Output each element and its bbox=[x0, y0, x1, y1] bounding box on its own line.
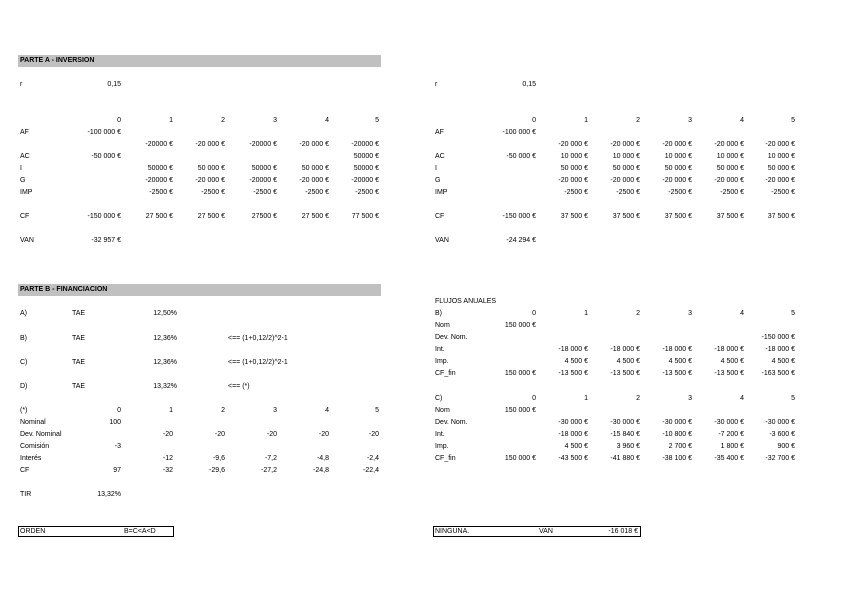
option-tae: 12,50% bbox=[153, 310, 177, 317]
table-cell: -20000 € bbox=[249, 177, 277, 184]
row-label: Int. bbox=[435, 346, 445, 353]
table-cell: -13 500 € bbox=[714, 370, 744, 377]
table-cell: 50 000 € bbox=[560, 165, 588, 172]
table-cell: -2500 € bbox=[253, 189, 277, 196]
table-cell: -13 500 € bbox=[558, 370, 588, 377]
table-cell: 1 800 € bbox=[720, 443, 744, 450]
note-label: (*) bbox=[20, 407, 28, 414]
table-cell: -10 800 € bbox=[662, 431, 692, 438]
table-cell: -13 500 € bbox=[662, 370, 692, 377]
row-label: CF_fin bbox=[435, 455, 456, 462]
table-cell: -2500 € bbox=[355, 189, 379, 196]
table-cell: -7,2 bbox=[264, 455, 277, 462]
row-label: Imp. bbox=[435, 443, 449, 450]
row-label: Nom bbox=[435, 407, 450, 414]
table-cell: -32 700 € bbox=[765, 455, 795, 462]
table-cell: -20 000 € bbox=[195, 177, 225, 184]
tir-value: 13,32% bbox=[97, 491, 121, 498]
option-letter: A) bbox=[20, 310, 27, 317]
table-cell: -18 000 € bbox=[714, 346, 744, 353]
year-header: 5 bbox=[791, 395, 795, 402]
table-cell: -2500 € bbox=[771, 189, 795, 196]
year-header: 3 bbox=[688, 395, 692, 402]
cf-value: 37 500 € bbox=[560, 213, 588, 220]
cf-value: 37 500 € bbox=[664, 213, 692, 220]
option-letter: B) bbox=[20, 335, 27, 342]
ninguna-label: NINGUNA. bbox=[435, 528, 470, 535]
table-cell: -38 100 € bbox=[662, 455, 692, 462]
r-value: 0,15 bbox=[522, 81, 536, 88]
table-cell: -13 500 € bbox=[610, 370, 640, 377]
row-label: G bbox=[435, 177, 441, 184]
table-cell: 3 960 € bbox=[616, 443, 640, 450]
row-label: Interés bbox=[20, 455, 42, 462]
cf-value: -150 000 € bbox=[87, 213, 121, 220]
table-cell: -100 000 € bbox=[502, 129, 536, 136]
option-formula: <== (1+0,12/2)^2-1 bbox=[228, 335, 288, 342]
table-cell: -20000 € bbox=[351, 141, 379, 148]
table-cell: 50000 € bbox=[353, 153, 379, 160]
table-cell: -20 000 € bbox=[714, 177, 744, 184]
cf-value: 27 500 € bbox=[145, 213, 173, 220]
table-cell: -7 200 € bbox=[718, 431, 744, 438]
table-cell: 10 000 € bbox=[560, 153, 588, 160]
table-cell: -41 880 € bbox=[610, 455, 640, 462]
cf-value: -150 000 € bbox=[502, 213, 536, 220]
table-cell: 10 000 € bbox=[716, 153, 744, 160]
row-label: Dev. Nom. bbox=[435, 419, 468, 426]
table-cell: -20 bbox=[214, 431, 225, 438]
table-cell: 50000 € bbox=[147, 165, 173, 172]
table-cell: -2500 € bbox=[616, 189, 640, 196]
table-cell: -4,8 bbox=[316, 455, 329, 462]
table-cell: -30 000 € bbox=[714, 419, 744, 426]
table-cell: -20 000 € bbox=[662, 177, 692, 184]
section-header-parte-b: PARTE B - FINANCIACION bbox=[18, 284, 381, 296]
year-header: 5 bbox=[791, 117, 795, 124]
table-cell: 4 500 € bbox=[720, 358, 744, 365]
year-header: 3 bbox=[273, 407, 277, 414]
row-label: Comisión bbox=[20, 443, 50, 450]
block-label: C) bbox=[435, 395, 443, 402]
table-cell: -35 400 € bbox=[714, 455, 744, 462]
table-cell: -20 000 € bbox=[765, 141, 795, 148]
option-formula: <== (*) bbox=[228, 383, 250, 390]
table-cell: 4 500 € bbox=[564, 358, 588, 365]
option-tae: 13,32% bbox=[153, 383, 177, 390]
row-label: CF_fin bbox=[435, 370, 456, 377]
cf-value: 37 500 € bbox=[716, 213, 744, 220]
row-label: Int. bbox=[435, 431, 445, 438]
table-cell: 50 000 € bbox=[664, 165, 692, 172]
year-header: 0 bbox=[532, 117, 536, 124]
year-header: 3 bbox=[688, 117, 692, 124]
table-cell: -20 000 € bbox=[610, 141, 640, 148]
row-label: I bbox=[20, 165, 22, 172]
table-cell: -27,2 bbox=[261, 467, 277, 474]
table-cell: -20 000 € bbox=[558, 177, 588, 184]
r-value: 0,15 bbox=[107, 81, 121, 88]
table-cell: -2500 € bbox=[149, 189, 173, 196]
table-cell: -20 000 € bbox=[299, 141, 329, 148]
table-cell: -20 000 € bbox=[610, 177, 640, 184]
year-header: 0 bbox=[117, 407, 121, 414]
row-label: IMP bbox=[20, 189, 33, 196]
row-label: G bbox=[20, 177, 26, 184]
year-header: 2 bbox=[636, 310, 640, 317]
year-header: 4 bbox=[740, 117, 744, 124]
row-label: AF bbox=[20, 129, 29, 136]
table-cell: -20 000 € bbox=[714, 141, 744, 148]
table-cell: -22,4 bbox=[363, 467, 379, 474]
table-cell: -18 000 € bbox=[558, 431, 588, 438]
year-header: 4 bbox=[740, 395, 744, 402]
year-header: 3 bbox=[688, 310, 692, 317]
table-cell: -30 000 € bbox=[610, 419, 640, 426]
option-label: TAE bbox=[72, 359, 86, 366]
table-cell: -18 000 € bbox=[765, 346, 795, 353]
table-cell: -32 bbox=[162, 467, 173, 474]
table-cell: -50 000 € bbox=[506, 153, 536, 160]
table-cell: -163 500 € bbox=[761, 370, 795, 377]
van-value: -16 018 € bbox=[608, 528, 638, 535]
tir-label: TIR bbox=[20, 491, 32, 498]
table-cell: 150 000 € bbox=[504, 322, 536, 329]
cf-value: 27 500 € bbox=[301, 213, 329, 220]
row-label: CF bbox=[20, 467, 30, 474]
year-header: 1 bbox=[584, 395, 588, 402]
table-cell: -2500 € bbox=[668, 189, 692, 196]
table-cell: -20 000 € bbox=[195, 141, 225, 148]
table-cell: -3 600 € bbox=[769, 431, 795, 438]
table-cell: -20 bbox=[368, 431, 379, 438]
table-cell: 100 bbox=[109, 419, 121, 426]
table-cell: -20000 € bbox=[249, 141, 277, 148]
r-label: r bbox=[20, 81, 23, 88]
table-cell: -24,8 bbox=[313, 467, 329, 474]
row-label: AC bbox=[20, 153, 30, 160]
cf-value: 37 500 € bbox=[612, 213, 640, 220]
table-cell: 4 500 € bbox=[668, 358, 692, 365]
table-cell: -100 000 € bbox=[87, 129, 121, 136]
year-header: 1 bbox=[584, 310, 588, 317]
year-header: 0 bbox=[117, 117, 121, 124]
table-cell: -43 500 € bbox=[558, 455, 588, 462]
option-letter: D) bbox=[20, 383, 28, 390]
table-cell: 4 500 € bbox=[771, 358, 795, 365]
year-header: 2 bbox=[221, 117, 225, 124]
table-cell: 10 000 € bbox=[767, 153, 795, 160]
table-cell: -20000 € bbox=[145, 141, 173, 148]
table-cell: -50 000 € bbox=[91, 153, 121, 160]
table-cell: -20 bbox=[318, 431, 329, 438]
flujos-title: FLUJOS ANUALES bbox=[435, 298, 497, 305]
year-header: 4 bbox=[325, 117, 329, 124]
table-cell: 150 000 € bbox=[504, 407, 536, 414]
table-cell: 50 000 € bbox=[767, 165, 795, 172]
option-formula: <== (1+0,12/2)^2-1 bbox=[228, 359, 288, 366]
year-header: 5 bbox=[791, 310, 795, 317]
orden-label: ORDEN bbox=[20, 528, 46, 535]
van-label: VAN bbox=[435, 237, 449, 244]
year-header: 2 bbox=[221, 407, 225, 414]
row-label: IMP bbox=[435, 189, 448, 196]
table-cell: 97 bbox=[113, 467, 121, 474]
table-cell: -9,6 bbox=[212, 455, 225, 462]
row-label: AF bbox=[435, 129, 444, 136]
table-cell: -29,6 bbox=[209, 467, 225, 474]
table-cell: 150 000 € bbox=[504, 455, 536, 462]
year-header: 5 bbox=[375, 407, 379, 414]
table-cell: 50000 € bbox=[353, 165, 379, 172]
row-label: Nominal bbox=[20, 419, 46, 426]
block-label: B) bbox=[435, 310, 442, 317]
year-header: 0 bbox=[532, 395, 536, 402]
table-cell: 50 000 € bbox=[197, 165, 225, 172]
orden-value: B=C<A<D bbox=[124, 528, 156, 535]
table-cell: -2500 € bbox=[720, 189, 744, 196]
table-cell: -150 000 € bbox=[761, 334, 795, 341]
year-header: 1 bbox=[169, 117, 173, 124]
table-cell: -3 bbox=[114, 443, 121, 450]
row-label: Nom bbox=[435, 322, 450, 329]
table-cell: 50 000 € bbox=[301, 165, 329, 172]
year-header: 2 bbox=[636, 117, 640, 124]
table-cell: -18 000 € bbox=[610, 346, 640, 353]
row-label: Dev. Nom. bbox=[435, 334, 468, 341]
table-cell: 50 000 € bbox=[716, 165, 744, 172]
van-label: VAN bbox=[20, 237, 34, 244]
row-label: Imp. bbox=[435, 358, 449, 365]
option-tae: 12,36% bbox=[153, 359, 177, 366]
row-label: Dev. Nominal bbox=[20, 431, 62, 438]
table-cell: -15 840 € bbox=[610, 431, 640, 438]
cf-value: 27500 € bbox=[251, 213, 277, 220]
table-cell: -30 000 € bbox=[558, 419, 588, 426]
year-header: 1 bbox=[169, 407, 173, 414]
table-cell: -20 bbox=[266, 431, 277, 438]
table-cell: 10 000 € bbox=[664, 153, 692, 160]
year-header: 3 bbox=[273, 117, 277, 124]
table-cell: -20 bbox=[162, 431, 173, 438]
option-tae: 12,36% bbox=[153, 335, 177, 342]
year-header: 4 bbox=[740, 310, 744, 317]
option-label: TAE bbox=[72, 383, 86, 390]
table-cell: -12 bbox=[162, 455, 173, 462]
year-header: 5 bbox=[375, 117, 379, 124]
row-label: I bbox=[435, 165, 437, 172]
table-cell: -20 000 € bbox=[299, 177, 329, 184]
year-header: 1 bbox=[584, 117, 588, 124]
cf-value: 27 500 € bbox=[197, 213, 225, 220]
r-label: r bbox=[435, 81, 438, 88]
section-header-parte-a: PARTE A - INVERSION bbox=[18, 55, 381, 67]
table-cell: 4 500 € bbox=[564, 443, 588, 450]
table-cell: -2,4 bbox=[366, 455, 379, 462]
van-label: VAN bbox=[539, 528, 553, 535]
option-label: TAE bbox=[72, 335, 86, 342]
table-cell: -20 000 € bbox=[662, 141, 692, 148]
table-cell: -20 000 € bbox=[558, 141, 588, 148]
table-cell: -20000 € bbox=[351, 177, 379, 184]
van-value: -32 957 € bbox=[91, 237, 121, 244]
cf-value: 77 500 € bbox=[351, 213, 379, 220]
year-header: 2 bbox=[636, 395, 640, 402]
table-cell: 50 000 € bbox=[612, 165, 640, 172]
table-cell: 2 700 € bbox=[668, 443, 692, 450]
table-cell: -20000 € bbox=[145, 177, 173, 184]
year-header: 0 bbox=[532, 310, 536, 317]
van-value: -24 294 € bbox=[506, 237, 536, 244]
table-cell: -20 000 € bbox=[765, 177, 795, 184]
table-cell: 4 500 € bbox=[616, 358, 640, 365]
table-cell: 10 000 € bbox=[612, 153, 640, 160]
table-cell: -18 000 € bbox=[558, 346, 588, 353]
option-label: TAE bbox=[72, 310, 86, 317]
cf-label: CF bbox=[20, 213, 30, 220]
cf-value: 37 500 € bbox=[767, 213, 795, 220]
table-cell: -30 000 € bbox=[662, 419, 692, 426]
table-cell: -2500 € bbox=[305, 189, 329, 196]
table-cell: 50000 € bbox=[251, 165, 277, 172]
table-cell: -2500 € bbox=[201, 189, 225, 196]
table-cell: -2500 € bbox=[564, 189, 588, 196]
table-cell: 150 000 € bbox=[504, 370, 536, 377]
cf-label: CF bbox=[435, 213, 445, 220]
option-letter: C) bbox=[20, 359, 28, 366]
table-cell: -18 000 € bbox=[662, 346, 692, 353]
table-cell: -30 000 € bbox=[765, 419, 795, 426]
table-cell: 900 € bbox=[777, 443, 795, 450]
row-label: AC bbox=[435, 153, 445, 160]
year-header: 4 bbox=[325, 407, 329, 414]
